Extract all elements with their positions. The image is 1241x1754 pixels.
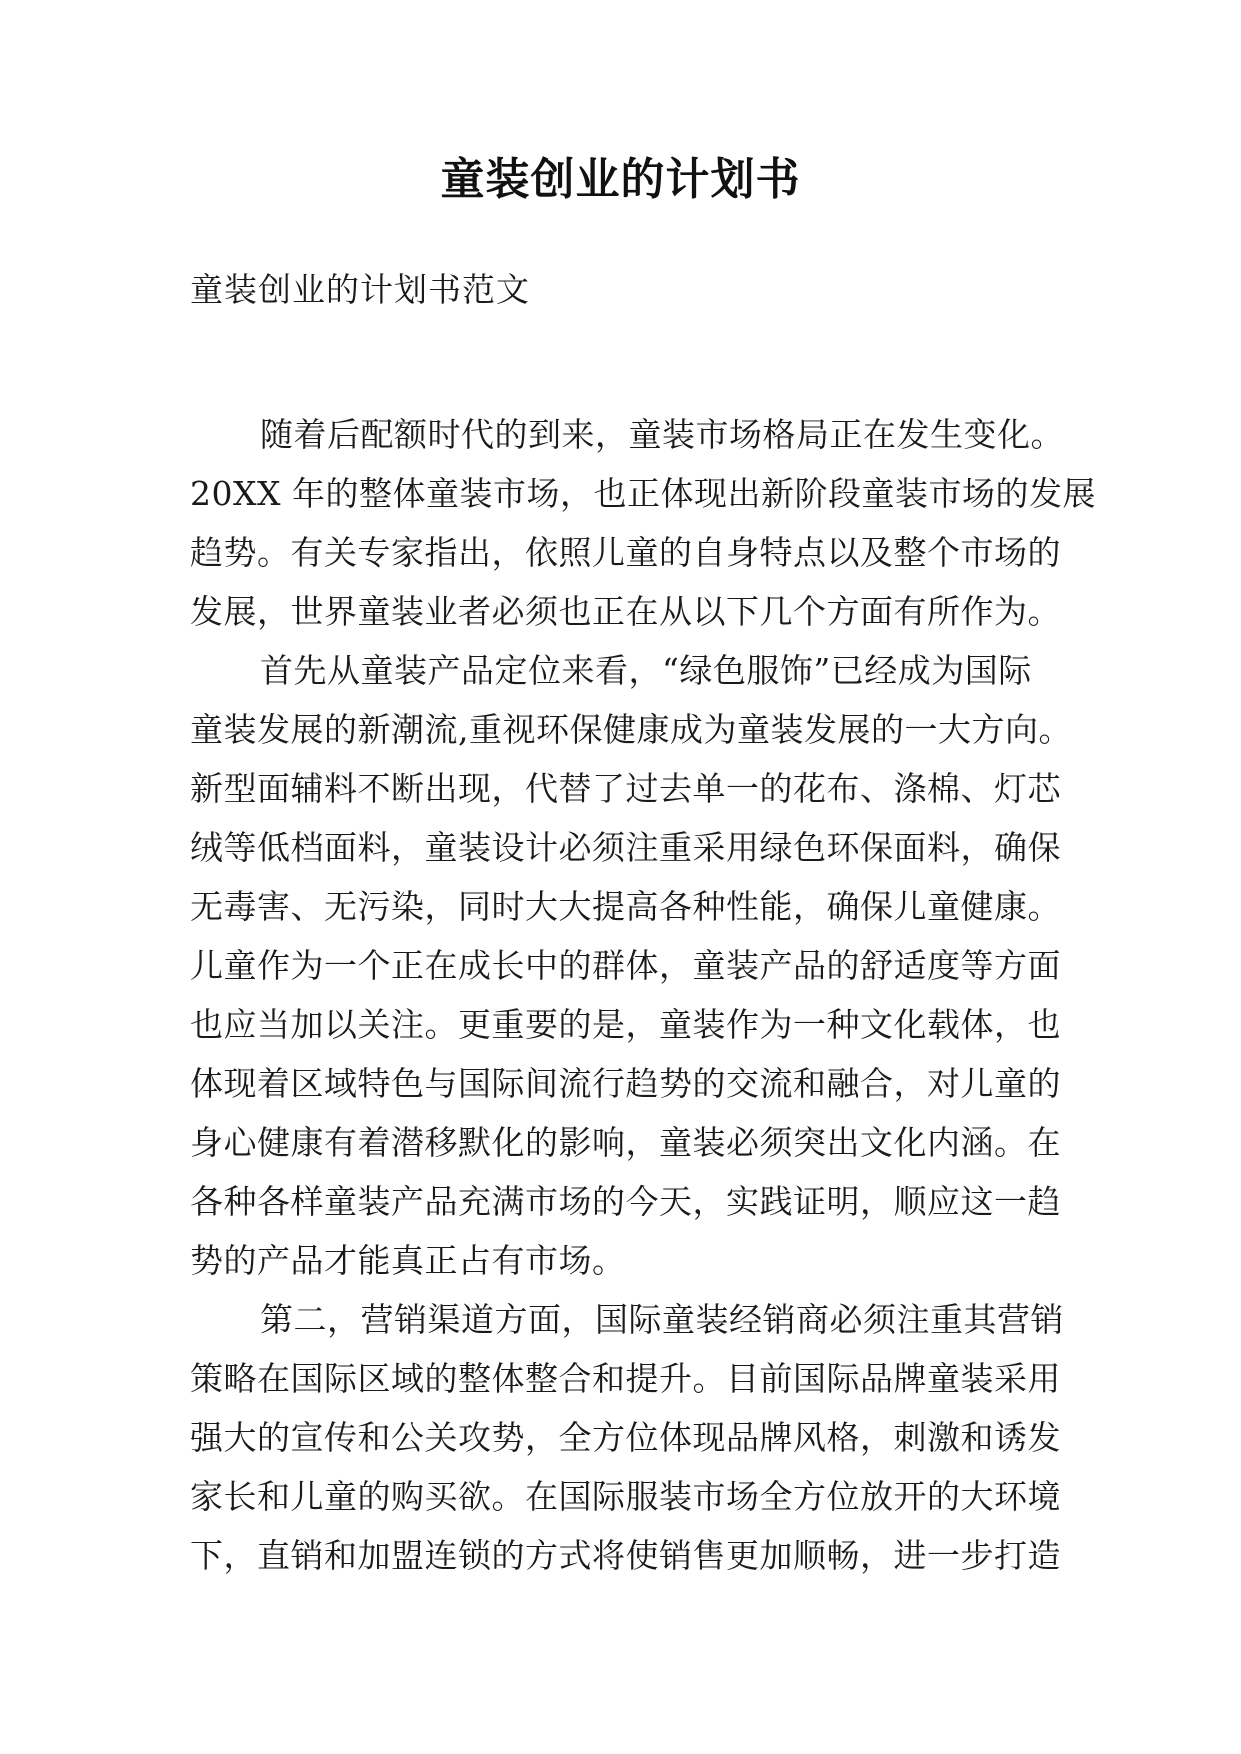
paragraph-line: 强大的宣传和公关攻势，全方位体现品牌风格，刺激和诱发 bbox=[190, 1418, 1061, 1457]
paragraph-line: 第二，营销渠道方面，国际童装经销商必须注重其营销 bbox=[260, 1300, 1064, 1339]
document-body bbox=[190, 405, 1096, 1585]
paragraph-line: 也应当加以关注。更重要的是，童装作为一种文化载体，也 bbox=[190, 1005, 1061, 1044]
paragraph-line: 绒等低档面料，童装设计必须注重采用绿色环保面料，确保 bbox=[190, 828, 1061, 867]
paragraph-line: 策略在国际区域的整体整合和提升。目前国际品牌童装采用 bbox=[190, 1359, 1061, 1398]
paragraph-line: 下，直销和加盟连锁的方式将使销售更加顺畅，进一步打造 bbox=[190, 1536, 1061, 1575]
paragraph-line: 发展，世界童装业者必须也正在从以下几个方面有所作为。 bbox=[190, 592, 1061, 631]
paragraph-line: 童装发展的新潮流,重视环保健康成为童装发展的一大方向。 bbox=[190, 710, 1072, 749]
paragraph-line: 家长和儿童的购买欲。在国际服装市场全方位放开的大环境 bbox=[190, 1477, 1061, 1516]
paragraph-line: 20XX 年的整体童装市场，也正体现出新阶段童装市场的发展 bbox=[190, 474, 1096, 513]
paragraph-line: 儿童作为一个正在成长中的群体，童装产品的舒适度等方面 bbox=[190, 946, 1061, 985]
paragraph-line: 新型面辅料不断出现，代替了过去单一的花布、涤棉、灯芯 bbox=[190, 769, 1061, 808]
paragraph-line: 势的产品才能真正占有市场。 bbox=[190, 1241, 626, 1280]
paragraph-line: 首先从童装产品定位来看，“绿色服饰”已经成为国际 bbox=[260, 651, 1032, 690]
paragraph-line: 随着后配额时代的到来，童装市场格局正在发生变化。 bbox=[260, 415, 1064, 454]
paragraph-line: 各种各样童装产品充满市场的今天，实践证明，顺应这一趋 bbox=[190, 1182, 1061, 1221]
document-subtitle: 童装创业的计划书范文 bbox=[190, 270, 530, 309]
paragraph-line: 趋势。有关专家指出，依照儿童的自身特点以及整个市场的 bbox=[190, 533, 1061, 572]
paragraph-line: 体现着区域特色与国际间流行趋势的交流和融合，对儿童的 bbox=[190, 1064, 1061, 1103]
paragraph-line: 身心健康有着潜移默化的影响，童装必须突出文化内涵。在 bbox=[190, 1123, 1061, 1162]
paragraph-line: 无毒害、无污染，同时大大提高各种性能，确保儿童健康。 bbox=[190, 887, 1061, 926]
document-title: 童装创业的计划书 bbox=[440, 154, 801, 205]
